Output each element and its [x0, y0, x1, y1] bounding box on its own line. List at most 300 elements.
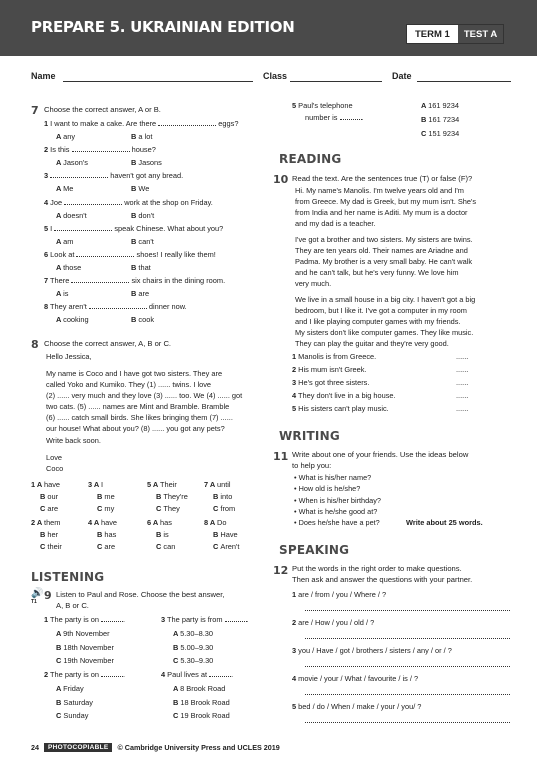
photocopiable-badge: PHOTOCOPIABLE	[44, 743, 112, 752]
date-label: Date	[392, 71, 412, 81]
option-text: Saturday	[63, 697, 93, 707]
q7-option-b[interactable]	[131, 211, 154, 220]
q8-option-a[interactable]	[204, 518, 226, 527]
option-text: our	[47, 492, 59, 501]
q11-instruction-1: Write about one of your friends. Use the ideas below	[292, 450, 469, 459]
q7-option-a[interactable]	[56, 184, 73, 193]
letter-line: (2) ...... very much and they love (3) ...... too. We (4) ...... got	[46, 391, 243, 400]
speaking-item	[292, 702, 421, 711]
reading-text-line: Hi. My name's Manolis. I'm twelve years old and I'm	[295, 186, 464, 195]
option-text: 9th November	[63, 629, 110, 638]
q8-option-b[interactable]	[213, 530, 238, 539]
option-letter: B	[156, 530, 164, 539]
q8-option-number: 6	[147, 518, 153, 527]
option-text: can't	[138, 236, 154, 246]
option-letter: B	[131, 132, 139, 141]
q7-item-text-pre: Look at	[48, 250, 77, 259]
q8-option-number: 4	[88, 518, 94, 527]
class-line[interactable]	[290, 81, 382, 82]
q7-item-text-post: shoes! I really like them!	[134, 250, 216, 259]
q7-option-a[interactable]	[56, 237, 73, 246]
option-letter: A	[56, 132, 64, 141]
listening-heading: LISTENING	[31, 570, 105, 584]
q7-item-number: 8	[44, 302, 49, 312]
q7-answer-blank[interactable]	[50, 177, 108, 178]
q9-item-number: 3	[161, 615, 166, 624]
option-text: has	[160, 518, 172, 527]
q8-option-c[interactable]	[40, 542, 62, 551]
option-letter: C	[97, 542, 105, 551]
statement-text: His sisters can't play music.	[296, 404, 389, 413]
speaking-item	[292, 674, 418, 683]
reading-text-line: and I like playing computer games with my friends.	[295, 317, 461, 326]
reading-text-line: They can play the guitar and they're very good.	[295, 339, 449, 348]
reading-statement	[292, 352, 376, 361]
test-label: TEST A	[456, 25, 503, 43]
reading-text-line: Padma. My brother is a very small baby. He can't walk	[295, 257, 473, 266]
reading-text-line: bedroom, but I like it. I've got a computer in my room	[295, 306, 467, 315]
q9-option-a[interactable]	[173, 629, 213, 638]
q7-answer-blank[interactable]	[64, 204, 122, 205]
q7-answer-blank[interactable]	[72, 151, 130, 152]
q9-item-question: The party is on	[48, 615, 101, 624]
option-letter: B	[131, 236, 139, 246]
tf-answer-blank[interactable]: ......	[456, 404, 469, 413]
option-letter: B	[131, 289, 139, 299]
option-letter: A	[56, 629, 64, 638]
option-text: Have	[220, 530, 238, 539]
copyright: © Cambridge University Press and UCLES 2019	[117, 743, 280, 752]
q12-instruction-1: Put the words in the right order to make questions.	[292, 564, 462, 573]
q9-item	[161, 615, 249, 624]
option-text: them	[44, 518, 61, 527]
q7-option-b[interactable]	[131, 184, 149, 193]
q8-option-b[interactable]	[156, 492, 188, 501]
option-text: cooking	[63, 315, 89, 325]
q8-option-a[interactable]	[204, 480, 231, 489]
letter-line: (6) ...... catch small birds. She likes bringing them (7) ......	[46, 413, 233, 422]
q7-item-text-pre: Joe	[48, 197, 65, 207]
q9-item-period: .	[122, 670, 126, 679]
option-text: Their	[160, 480, 177, 489]
q9-option-c[interactable]	[56, 711, 88, 720]
reading-text-line: They are ten years old. Their names are Ariadne and	[295, 246, 468, 255]
speaking-item	[292, 646, 452, 655]
q7-option-a[interactable]	[56, 132, 75, 141]
q7-option-a[interactable]	[56, 263, 81, 272]
q7-instruction: Choose the correct answer, A or B.	[44, 105, 161, 114]
option-letter: B	[97, 530, 105, 539]
writing-heading: WRITING	[279, 429, 340, 443]
q7-item-text-post: work at the shop on Friday.	[122, 197, 213, 207]
option-text: 19 Brook Road	[180, 711, 230, 720]
q8-option-b[interactable]	[97, 492, 115, 501]
q8-option-c[interactable]	[40, 504, 58, 513]
q8-option-b[interactable]	[40, 530, 58, 539]
writing-idea	[294, 507, 377, 516]
q7-item-text-post: eggs?	[216, 119, 239, 128]
statement-number: 4	[292, 391, 297, 400]
option-text: don't	[138, 210, 155, 220]
speaking-item	[292, 618, 374, 627]
option-text: my	[104, 504, 115, 513]
option-text: 18 Brook Road	[180, 697, 230, 707]
q8-option-a[interactable]	[31, 480, 60, 489]
option-text: cook	[138, 315, 155, 325]
q9-option-b[interactable]	[173, 698, 230, 707]
audio-icon[interactable]: 🔊	[31, 588, 44, 599]
speaking-item-number: 5	[292, 702, 297, 711]
q9-item-5	[292, 101, 353, 110]
q9-answer-blank[interactable]	[340, 119, 362, 120]
option-letter: A	[56, 684, 64, 693]
q9-item-period: .	[246, 615, 249, 624]
option-letter: B	[213, 492, 221, 501]
option-letter: B	[131, 263, 139, 272]
speaking-item-text: movie / your / What / favourite / is / ?	[296, 674, 419, 683]
writing-idea	[294, 496, 381, 505]
q9-option-b[interactable]	[421, 115, 459, 124]
option-text: until	[217, 480, 231, 489]
option-text: me	[104, 492, 115, 501]
q9-option-b[interactable]	[173, 643, 213, 652]
option-text: 161 9234	[428, 101, 459, 110]
option-text: Aren't	[220, 542, 240, 551]
speaking-item-text: are / How / you / old / ?	[296, 618, 375, 627]
q9-option-c[interactable]	[173, 711, 230, 720]
option-letter: C	[173, 656, 181, 665]
q9-option-b[interactable]	[56, 643, 114, 652]
statement-number: 5	[292, 404, 297, 413]
q7-item	[44, 224, 223, 233]
letter-line: My name is Coco and I have got two sisters. They are	[46, 369, 223, 378]
letter-line: our house! What about you? (8) ...... you got any pets?	[46, 424, 225, 433]
q7-item-number: 2	[44, 145, 49, 155]
option-letter: B	[213, 530, 221, 539]
q11-number: 11	[273, 450, 289, 463]
q7-number: 7	[31, 104, 39, 117]
option-letter: A	[152, 480, 161, 489]
tf-answer-blank[interactable]: ......	[456, 378, 469, 387]
q9-item	[44, 670, 125, 679]
tf-answer-blank[interactable]: ......	[456, 352, 469, 361]
q7-item	[44, 119, 238, 128]
q9-item-question: The party is from	[165, 615, 225, 624]
q8-option-number: 2	[31, 518, 37, 527]
option-letter: C	[173, 711, 181, 720]
q8-option-c[interactable]	[213, 542, 239, 551]
q7-item	[44, 171, 183, 180]
q9-answer-blank[interactable]	[225, 621, 247, 622]
option-letter: C	[40, 504, 48, 513]
option-letter: A	[56, 158, 64, 168]
option-text: Do	[217, 518, 227, 527]
q8-option-number: 5	[147, 480, 153, 489]
speaking-item-number: 4	[292, 674, 297, 683]
q8-option-c[interactable]	[97, 542, 115, 551]
q7-option-b[interactable]	[131, 315, 154, 324]
option-text: doesn't	[63, 210, 87, 220]
option-text: any	[63, 132, 76, 141]
q9-option-a[interactable]	[173, 684, 225, 693]
statement-number: 3	[292, 378, 297, 387]
speaking-item-text: you / Have / got / brothers / sisters / any / or / ?	[296, 646, 452, 655]
option-letter: C	[213, 542, 221, 551]
reading-statement	[292, 391, 396, 400]
q9-number: 9	[44, 589, 52, 602]
option-text: from	[220, 504, 236, 513]
speaking-answer-line[interactable]	[305, 638, 510, 639]
q9-answer-blank[interactable]	[101, 621, 123, 622]
name-line[interactable]	[63, 81, 253, 82]
option-text: am	[63, 236, 74, 246]
q9-option-a[interactable]	[56, 684, 84, 693]
writing-idea-text: What is his/her name?	[298, 473, 372, 482]
q7-answer-blank[interactable]	[76, 256, 134, 257]
q9-item-question: Paul's telephone	[298, 101, 353, 110]
q7-item	[44, 250, 216, 259]
option-text: is	[63, 289, 69, 299]
q7-item-number: 6	[44, 250, 49, 259]
q7-answer-blank[interactable]	[71, 282, 129, 283]
option-letter: A	[93, 518, 102, 527]
q7-option-b[interactable]	[131, 237, 154, 246]
option-letter: A	[36, 518, 45, 527]
q7-item-number: 7	[44, 276, 49, 286]
q7-item-text-post: speak Chinese. What about you?	[112, 223, 224, 233]
option-text: are	[47, 504, 59, 513]
q9-option-b[interactable]	[56, 698, 93, 707]
q7-option-a[interactable]	[56, 211, 87, 220]
reading-text-line: and he can't talk, but he's very funny. We love him	[295, 268, 459, 277]
q9-option-c[interactable]	[56, 656, 114, 665]
writing-idea-text: When is his/her birthday?	[298, 495, 381, 505]
reading-statement	[292, 378, 369, 387]
option-letter: A	[56, 289, 64, 299]
q9-item	[44, 615, 125, 624]
reading-text-line: My sisters don't like computer games. They like music.	[295, 328, 474, 337]
tf-answer-blank[interactable]: ......	[456, 365, 469, 374]
option-text: They're	[163, 492, 188, 501]
q9-item-period: .	[122, 615, 126, 624]
option-text: Jasons	[138, 158, 162, 168]
q9-item	[161, 670, 233, 679]
class-label: Class	[263, 71, 288, 81]
writing-idea	[294, 473, 371, 482]
reading-heading: READING	[279, 152, 342, 166]
reading-text-line: I've got a brother and two sisters. My sisters are twins.	[295, 235, 473, 244]
option-text: Friday	[63, 684, 84, 693]
option-letter: B	[173, 642, 181, 652]
q7-option-b[interactable]	[131, 263, 151, 272]
speaking-item-number: 1	[292, 590, 297, 599]
term-label: TERM 1	[415, 28, 450, 40]
reading-text-line: and my dad is a teacher.	[295, 219, 376, 228]
option-text: 8 Brook Road	[180, 684, 226, 693]
q9-option-a[interactable]	[56, 629, 110, 638]
header-title: PREPARE 5. UKRAINIAN EDITION	[31, 18, 295, 36]
q9-instruction-1: Listen to Paul and Rose. Choose the best answer,	[56, 590, 225, 599]
speaking-answer-line[interactable]	[305, 694, 510, 695]
option-text: that	[138, 263, 151, 272]
speaking-item	[292, 590, 386, 599]
q8-option-b[interactable]	[97, 530, 116, 539]
option-text: 5.30–8.30	[180, 629, 214, 638]
reading-text-line: from India and her name is Aditi. My mum is a doctor	[295, 208, 468, 217]
statement-number: 1	[292, 352, 297, 361]
q9-item-question: number is	[305, 113, 340, 122]
letter-line: Love	[46, 453, 63, 462]
q7-item-text-pre: I want to make a cake. Are there	[48, 119, 159, 128]
q7-answer-blank[interactable]	[89, 308, 147, 309]
option-letter: B	[40, 530, 48, 539]
date-line[interactable]	[417, 81, 511, 82]
option-letter: A	[56, 184, 64, 194]
option-letter: B	[131, 158, 139, 168]
writing-idea-text: How old is he/she?	[298, 484, 361, 494]
q10-instruction: Read the text. Are the sentences true (T) or false (F)?	[292, 174, 473, 183]
q7-item	[44, 145, 156, 154]
option-letter: C	[40, 542, 48, 551]
option-letter: C	[156, 542, 164, 551]
q8-option-c[interactable]	[156, 504, 180, 513]
option-letter: A	[173, 684, 181, 693]
q7-item-text-pre: I	[48, 223, 55, 233]
q8-option-c[interactable]	[156, 542, 175, 551]
speaking-answer-line[interactable]	[305, 722, 510, 723]
q8-option-b[interactable]	[40, 492, 58, 501]
q7-option-b[interactable]	[131, 289, 149, 298]
speaking-answer-line[interactable]	[305, 666, 510, 667]
letter-line: Write back soon.	[46, 436, 101, 445]
q8-option-a[interactable]	[88, 480, 103, 489]
q7-option-a[interactable]	[56, 315, 89, 324]
statement-text: He's got three sisters.	[296, 378, 370, 387]
q8-option-a[interactable]	[147, 480, 177, 489]
q8-option-number: 7	[204, 480, 210, 489]
bullet-dot: •	[294, 518, 299, 528]
speaking-item-text: are / from / you / Where / ?	[296, 590, 387, 599]
q7-answer-blank[interactable]	[158, 125, 216, 126]
q8-option-b[interactable]	[156, 530, 169, 539]
q12-number: 12	[273, 564, 289, 577]
q8-option-a[interactable]	[88, 518, 117, 527]
q7-item-number: 3	[44, 171, 49, 181]
option-text: a lot	[138, 132, 153, 141]
q9-item-number: 1	[44, 615, 49, 624]
q7-option-b[interactable]	[131, 132, 152, 141]
option-text: Me	[63, 184, 74, 194]
word-count: Write about 25 words.	[406, 518, 483, 527]
option-letter: C	[56, 656, 64, 665]
option-text: They	[163, 504, 180, 513]
option-letter: A	[93, 480, 102, 489]
option-text: 151 9234	[428, 129, 460, 138]
option-letter: A	[173, 629, 181, 638]
bullet-dot: •	[294, 473, 299, 482]
option-letter: C	[97, 504, 105, 513]
option-text: 5.30–9.30	[180, 656, 214, 665]
option-text: is	[163, 530, 169, 539]
option-letter: B	[40, 492, 48, 501]
writing-idea-text: What is he/she good at?	[298, 506, 378, 516]
q8-option-b[interactable]	[213, 492, 232, 501]
q12-instruction-2: Then ask and answer the questions with your partner.	[292, 575, 473, 584]
option-letter: B	[421, 115, 429, 124]
q7-answer-blank[interactable]	[54, 230, 112, 231]
option-letter: B	[97, 492, 105, 501]
q9-answer-blank[interactable]	[209, 676, 231, 677]
writing-idea	[294, 484, 360, 493]
q9-option-c[interactable]	[421, 129, 459, 138]
bullet-dot: •	[294, 484, 299, 494]
q7-item-number: 5	[44, 223, 49, 233]
q7-item-number: 4	[44, 197, 49, 207]
q7-item-text-post: six chairs in the dining room.	[129, 276, 226, 286]
q7-option-a[interactable]	[56, 158, 88, 167]
option-letter: B	[173, 697, 181, 707]
q9-answer-blank[interactable]	[101, 676, 123, 677]
q9-item-question: Paul lives at	[165, 670, 210, 679]
q9-option-a[interactable]	[421, 101, 459, 110]
option-letter: C	[156, 504, 164, 513]
q9-option-c[interactable]	[173, 656, 213, 665]
option-letter: C	[213, 504, 221, 513]
q8-option-c[interactable]	[97, 504, 114, 513]
track-label: T1	[31, 599, 37, 605]
term-badge	[406, 24, 504, 44]
option-text: can	[163, 542, 176, 551]
page-header	[0, 0, 537, 56]
reading-text-line: very much.	[295, 279, 332, 288]
writing-idea-text: Does he/she have a pet?	[298, 518, 380, 528]
tf-answer-blank[interactable]: ......	[456, 391, 469, 400]
speaking-answer-line[interactable]	[305, 610, 510, 611]
q8-number: 8	[31, 338, 39, 351]
q9-item-number: 4	[161, 670, 166, 679]
q7-option-a[interactable]	[56, 289, 68, 298]
q7-item-text-pre	[48, 171, 50, 180]
speaking-item-number: 3	[292, 646, 297, 655]
q7-item	[44, 276, 225, 285]
option-text: their	[47, 542, 62, 551]
option-text: those	[63, 263, 82, 272]
q7-item-number: 1	[44, 119, 49, 128]
option-letter: B	[56, 697, 64, 707]
option-text: are	[104, 542, 116, 551]
q7-item-text-pre: They aren't	[48, 302, 89, 312]
option-letter: B	[131, 315, 139, 325]
bullet-dot: •	[294, 495, 299, 505]
q8-option-a[interactable]	[147, 518, 172, 527]
q8-option-c[interactable]	[213, 504, 235, 513]
option-letter: A	[56, 236, 64, 246]
letter-line: Hello Jessica,	[46, 352, 92, 361]
reading-text-line: We live in a small house in a big city. I haven't got a big	[295, 295, 476, 304]
writing-idea	[294, 518, 380, 527]
q8-option-number: 3	[88, 480, 94, 489]
statement-text: His mum isn't Greek.	[296, 365, 367, 374]
option-letter: B	[56, 642, 64, 652]
q9-instruction-2: A, B or C.	[56, 601, 89, 610]
q8-option-a[interactable]	[31, 518, 60, 527]
q9-item-period: .	[231, 670, 234, 679]
speaking-item-number: 2	[292, 618, 297, 627]
q7-option-b[interactable]	[131, 158, 162, 167]
option-letter: A	[421, 101, 429, 110]
option-text: We	[138, 184, 150, 194]
option-letter: A	[209, 518, 218, 527]
